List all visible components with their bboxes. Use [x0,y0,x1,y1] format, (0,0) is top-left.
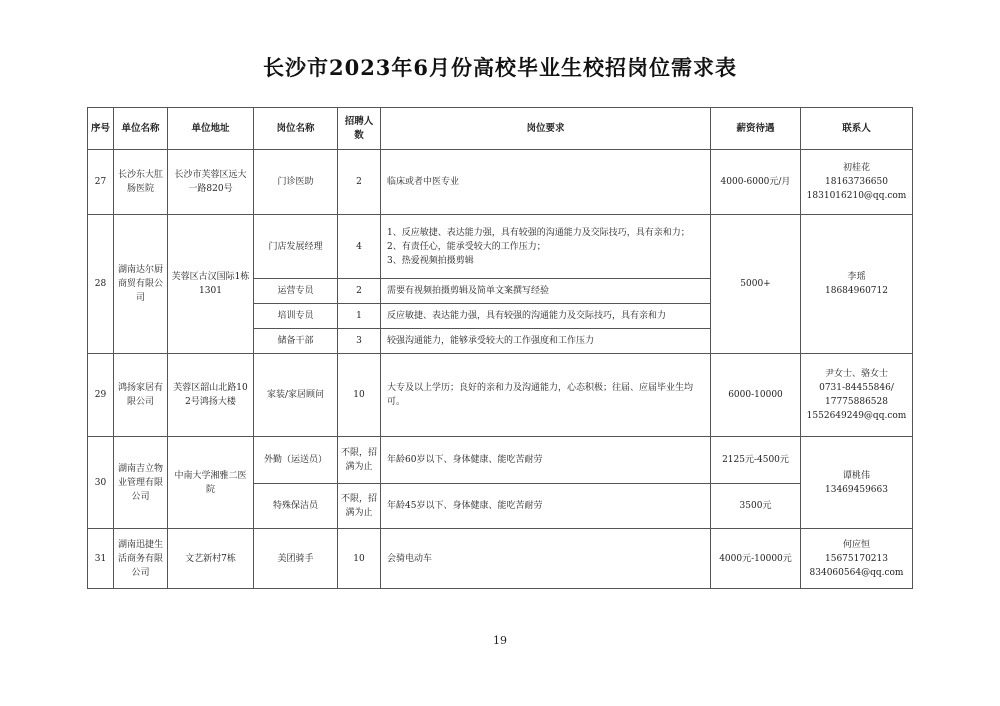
table-row [88,215,913,279]
salary-cell: 6000-10000 [711,354,801,437]
contact-phone: 13469459663 [825,484,888,495]
header-address: 单位地址 [168,108,254,150]
count-cell: 不限，招满为止 [338,437,381,484]
header-contact: 联系人 [801,108,913,150]
salary-cell: 5000+ [711,215,801,354]
contact-cell [801,354,913,437]
requirements-cell: 年龄45岁以下、身体健康、能吃苦耐劳 [381,484,711,529]
salary-cell: 4000元-10000元 [711,529,801,589]
salary-cell: 3500元 [711,484,801,529]
contact-phone: 0731-84455846/ [819,383,894,393]
count-cell: 10 [338,354,381,437]
company-cell: 湖南达尔厨商贸有限公司 [114,215,168,354]
contact-phone: 15675170213 [825,553,888,564]
header-company: 单位名称 [114,108,168,150]
header-seq: 序号 [88,108,114,150]
header-requirements: 岗位要求 [381,108,711,150]
position-cell: 美团骑手 [254,529,338,589]
count-cell: 1 [338,304,381,329]
page-title: 长沙市2023年6月份高校毕业生校招岗位需求表 [262,55,738,80]
requirements-cell: 较强沟通能力，能够承受较大的工作强度和工作压力 [381,329,711,354]
contact-cell [801,215,913,354]
company-cell: 湖南吉立物业管理有限公司 [114,437,168,529]
requirements-cell [381,215,711,279]
seq-cell: 29 [88,354,114,437]
contact-name: 李瑶 [847,272,866,282]
header-row [88,108,913,150]
salary-cell: 4000-6000元/月 [711,150,801,215]
count-cell: 不限，招满为止 [338,484,381,529]
count-cell: 2 [338,150,381,215]
address-cell: 芙蓉区古汉国际1栋1301 [168,215,254,354]
salary-cell: 2125元-4500元 [711,437,801,484]
contact-phone: 18684960712 [825,286,888,296]
position-cell: 特殊保洁员 [254,484,338,529]
requirement-line: 1、反应敏捷、表达能力强，具有较强的沟通能力及交际技巧，具有亲和力； [387,227,690,238]
position-cell: 储备干部 [254,329,338,354]
header-salary: 薪资待遇 [711,108,801,150]
company-cell: 长沙东大肛肠医院 [114,150,168,215]
position-cell: 门诊医助 [254,150,338,215]
seq-cell: 27 [88,150,114,215]
contact-cell [801,529,913,589]
table-row [88,437,913,484]
header-position: 岗位名称 [254,108,338,150]
address-cell: 中南大学湘雅二医院 [168,437,254,529]
position-cell: 培训专员 [254,304,338,329]
count-cell: 3 [338,329,381,354]
contact-phone: 18163736650 [825,177,888,187]
seq-cell: 30 [88,437,114,529]
company-cell: 湖南迅捷生活商务有限公司 [114,529,168,589]
seq-cell: 31 [88,529,114,589]
requirements-cell: 反应敏捷、表达能力强，具有较强的沟通能力及交际技巧，具有亲和力 [381,304,711,329]
header-count: 招聘人数 [338,108,381,150]
requirement-line: 3、热爱视频拍摄剪辑 [387,255,474,266]
requirements-cell: 临床或者中医专业 [381,150,711,215]
company-cell: 鸿扬家居有限公司 [114,354,168,437]
address-cell: 芙蓉区韶山北路102号鸿扬大楼 [168,354,254,437]
page-number: 19 [493,634,507,647]
position-cell: 运营专员 [254,279,338,304]
contact-email: 1552649249@qq.com [806,411,907,421]
contact-name: 谭桃伟 [842,470,870,481]
contact-phone: 17775886528 [825,397,888,407]
count-cell: 2 [338,279,381,304]
contact-cell [801,150,913,215]
requirements-cell: 需要有视频拍摄剪辑及简单文案撰写经验 [381,279,711,304]
position-cell: 家装/家居顾问 [254,354,338,437]
recruitment-table [87,107,913,589]
contact-name: 何应恒 [842,539,870,550]
contact-name: 初桂花 [842,163,870,173]
position-cell: 外勤（运送员） [254,437,338,484]
contact-name: 尹女士、骆女士 [824,369,888,379]
table-row [88,529,913,589]
seq-cell: 28 [88,215,114,354]
contact-email: 834060564@qq.com [809,567,904,578]
requirements-cell: 年龄60岁以下、身体健康、能吃苦耐劳 [381,437,711,484]
requirements-cell: 大专及以上学历；良好的亲和力及沟通能力，心态积极；往届、应届毕业生均可。 [381,354,711,437]
requirement-line: 2、有责任心，能承受较大的工作压力； [387,241,546,252]
table-row [88,354,913,437]
address-cell: 文艺新村7栋 [168,529,254,589]
contact-cell [801,437,913,529]
requirements-cell: 会骑电动车 [381,529,711,589]
address-cell: 长沙市芙蓉区远大一路820号 [168,150,254,215]
position-cell: 门店发展经理 [254,215,338,279]
count-cell: 4 [338,215,381,279]
contact-email: 1831016210@qq.com [806,191,907,201]
table-row [88,150,913,215]
count-cell: 10 [338,529,381,589]
